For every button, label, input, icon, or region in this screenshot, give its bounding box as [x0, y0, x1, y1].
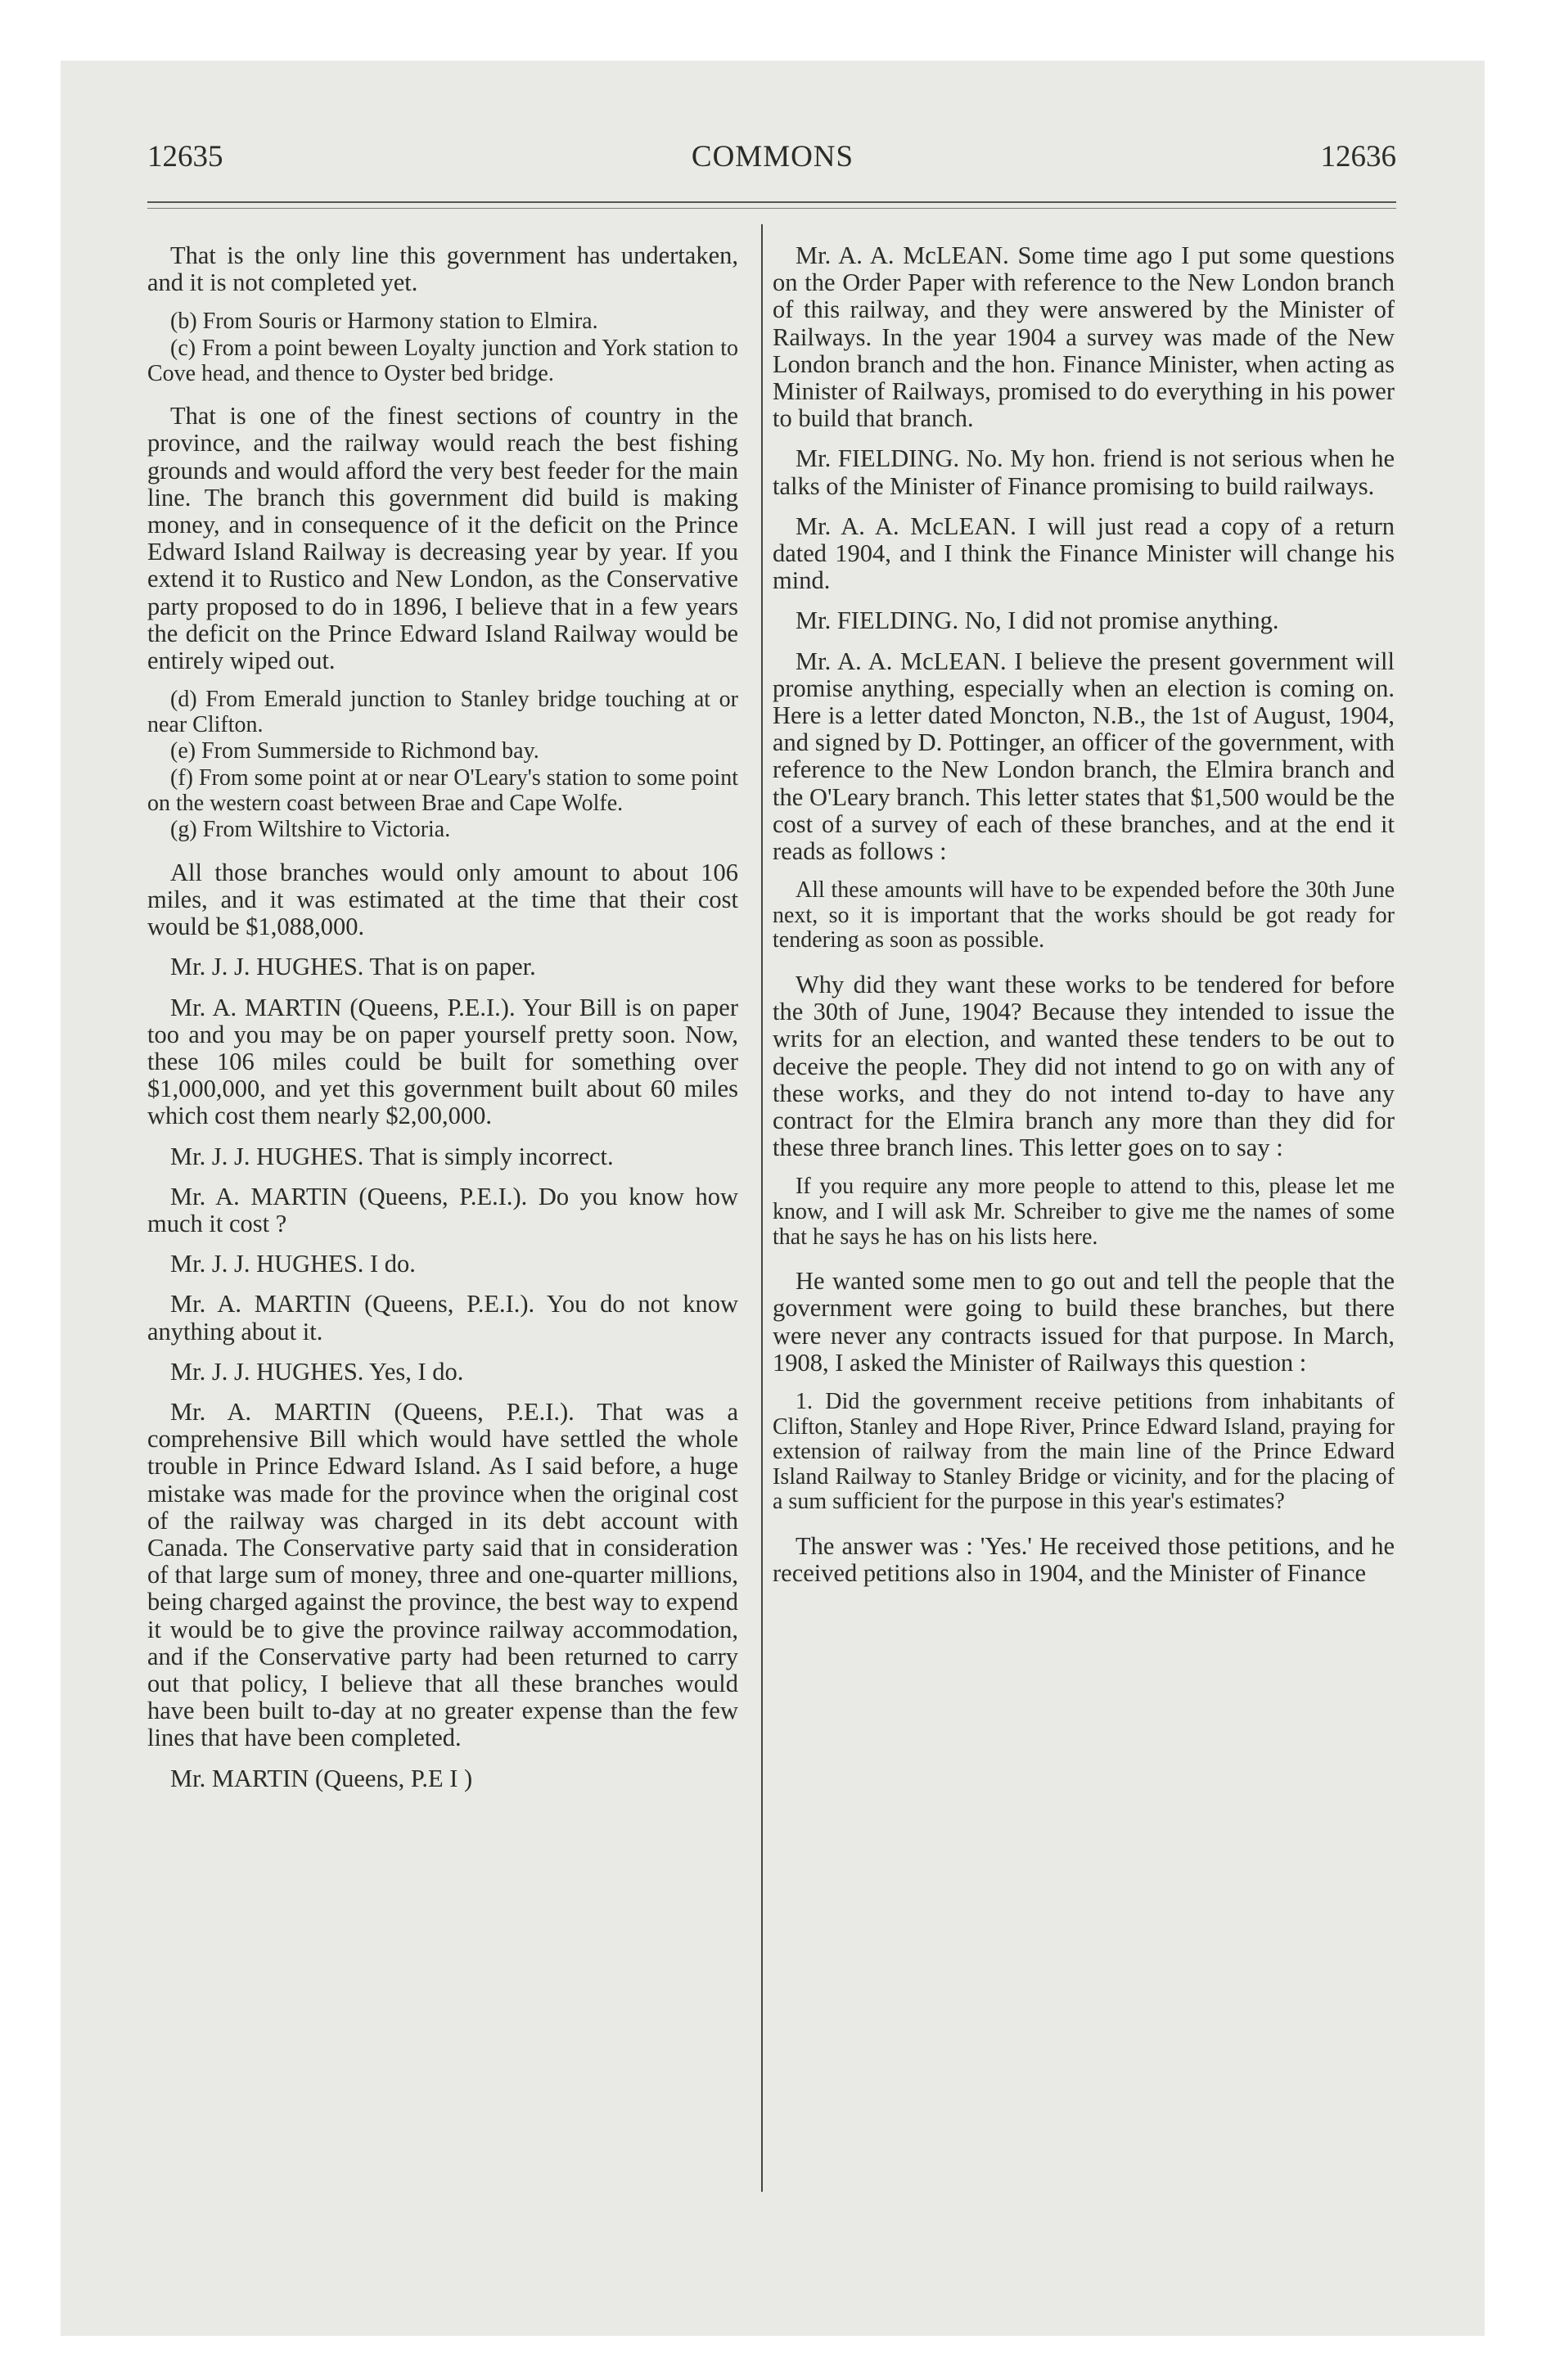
header-rule-thin — [147, 208, 1396, 209]
header-rule — [147, 201, 1396, 203]
speech: Mr. J. J. HUGHES. I do. — [170, 1250, 416, 1278]
page-number-right: 12636 — [1320, 140, 1396, 174]
speech: Mr. J. J. HUGHES. Yes, I do. — [170, 1357, 464, 1386]
quoted-letter: If you require any more people to attend to this, please let me know, and I will ask Mr. Schreiber to give me the names of some that he says he has on his lists here. — [773, 1174, 1395, 1250]
speech: Mr. A. A. McLEAN. I believe the present government will promise anything, especially when an election is coming on. Here is a letter dated Moncton, N.B., the 1st of August, 1904, and signed by D. Pottinger, an officer of the government, with reference to the New London branch, the Elmira branch and the O'Leary branch. This letter states that $1,500 would be the cost of a survey of each of these branches, and at the end it reads as follows : — [773, 647, 1395, 866]
list-item: (g) From Wiltshire to Victoria. — [170, 817, 451, 843]
page-title: COMMONS — [691, 140, 854, 174]
right-column — [773, 242, 1395, 1600]
scanned-page — [61, 61, 1485, 2336]
speech: Mr. A. MARTIN (Queens, P.E.I.). You do not know anything about it. — [147, 1290, 738, 1346]
speech: Mr. A. MARTIN (Queens, P.E.I.). Your Bill is on paper too and you may be on paper yourself pretty soon. Now, these 106 miles could be built for something over $1,000,000, and yet this government built about 60 miles which cost them nearly $2,00,000. — [147, 993, 738, 1130]
left-column — [147, 242, 738, 1805]
speech: Mr. FIELDING. No, I did not promise anything. — [796, 606, 1279, 635]
speech: Mr. J. J. HUGHES. That is simply incorrect. — [170, 1142, 614, 1170]
paragraph: He wanted some men to go out and tell the people that the government were going to build these branches, but there were never any contracts issued for that purpose. In March, 1908, I asked the Minister of Railways this question : — [773, 1267, 1395, 1377]
list-item: (d) From Emerald junction to Stanley bridge touching at or near Clifton. — [147, 687, 738, 737]
speech: Mr. FIELDING. No. My hon. friend is not serious when he talks of the Minister of Finance promising to build railways. — [773, 444, 1395, 500]
quoted-letter: All these amounts will have to be expended before the 30th June next, so it is important that the works should be got ready for tendering as soon as possible. — [773, 877, 1395, 953]
paragraph: That is the only line this government has undertaken, and it is not completed yet. — [147, 241, 738, 297]
paragraph: All those branches would only amount to about 106 miles, and it was estimated at the time that their cost would be $1,088,000. — [147, 858, 738, 941]
list-item: (f) From some point at or near O'Leary's station to some point on the western coast between Brae and Cape Wolfe. — [147, 765, 738, 816]
speech: Mr. MARTIN (Queens, P.E I ) — [170, 1764, 473, 1792]
speech: Mr. J. J. HUGHES. That is on paper. — [170, 953, 536, 981]
speech: Mr. A. A. McLEAN. I will just read a copy of a return dated 1904, and I think the Finance Minister will change his mind. — [773, 512, 1395, 595]
paragraph: Why did they want these works to be tendered for before the 30th of June, 1904? Because they intended to issue the writs for an election, and wanted these tenders to be out to deceive the people. They did not intend to go on with any of these works, and they do not intend to-day to have any contract for the Elmira branch any more than they did for these three branch lines. This letter goes on to say : — [773, 971, 1395, 1162]
page-number-left: 12635 — [147, 140, 223, 174]
list-item: (e) From Summerside to Richmond bay. — [170, 738, 539, 764]
speech: Mr. A. MARTIN (Queens, P.E.I.). Do you know how much it cost ? — [147, 1182, 738, 1238]
list-item: (c) From a point beween Loyalty junction and York station to Cove head, and thence to Oyster bed bridge. — [147, 336, 738, 386]
page-header — [61, 139, 1485, 188]
speech: Mr. A. A. McLEAN. Some time ago I put some questions on the Order Paper with reference to the New London branch of this railway, and they were answered by the Minister of Railways. In the year 1904 a survey was made of the New London branch and the hon. Finance Minister, when acting as Minister of Railways, promised to do everything in his power to build that branch. — [773, 241, 1395, 433]
list-item: (b) From Souris or Harmony station to Elmira. — [170, 309, 598, 335]
quoted-question: 1. Did the government receive petitions from inhabitants of Clifton, Stanley and Hope River, Prince Edward Island, praying for extension of railway from the main line of the Prince Edward Island Railway to Stanley Bridge or vicinity, and for the placing of a sum sufficient for the purpose in this year's estimates? — [773, 1389, 1395, 1515]
paragraph: The answer was : 'Yes.' He received those petitions, and he received petitions also in 1904, and the Minister of Finance — [773, 1532, 1395, 1588]
speech: Mr. A. MARTIN (Queens, P.E.I.). That was a comprehensive Bill which would have settled the whole trouble in Prince Edward Island. As I said before, a huge mistake was made for the province when the original cost of the railway was charged in its debt account with Canada. The Conservative party said that in consideration of that large sum of money, three and one-quarter millions, being charged against the province, the best way to expend it would be to give the province railway accommodation, and if the Conservative party had been returned to carry out that policy, I believe that all these branches would have been built to-day at no greater expense than the few lines that have been completed. — [147, 1398, 738, 1752]
paragraph: That is one of the finest sections of country in the province, and the railway would reach the best fishing grounds and would afford the very best feeder for the main line. The branch this government did build is making money, and in consequence of it the deficit on the Prince Edward Island Railway is decreasing year by year. If you extend it to Rustico and New London, as the Conservative party proposed to do in 1896, I believe that in a few years the deficit on the Prince Edward Island Railway would be entirely wiped out. — [147, 402, 738, 675]
column-divider — [761, 224, 763, 2192]
